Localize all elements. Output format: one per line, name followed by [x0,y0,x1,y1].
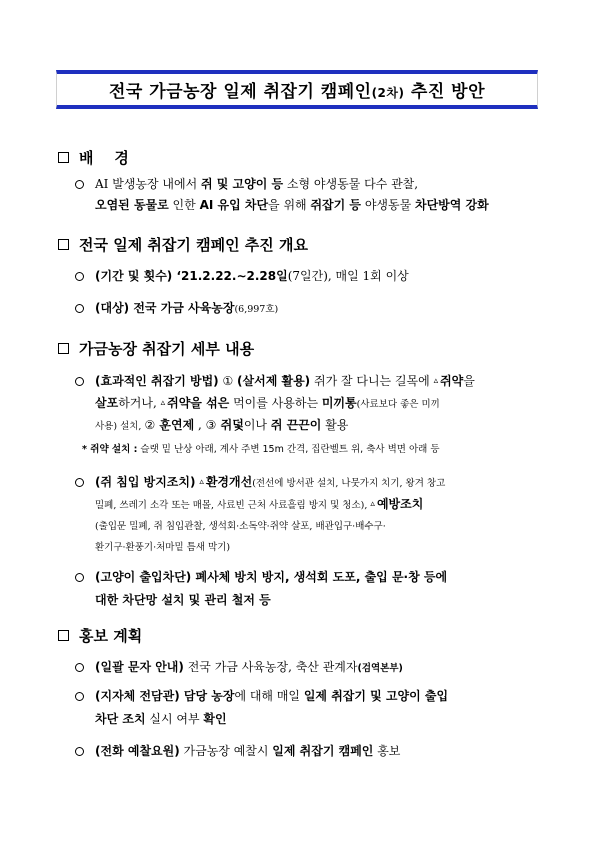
page-title: 전국 가금농장 일제 취잡기 캠페인(2차) 추진 방안 [108,82,486,102]
method-line-1: (효과적인 취잡기 방법) ① (살서제 활용) 쥐가 잘 다니는 길목에 ▵ 쥐약을 [95,374,475,388]
circle-bullet-icon [75,180,84,189]
circle-bullet-icon [75,377,84,386]
block-line-2: 밀폐, 쓰레기 소각 또는 매몰, 사료빈 근처 사료흘림 방지 및 청소), ▵ 예방조치 [95,497,424,511]
promo-line-1: (일괄 문자 안내) 전국 가금 사육농장, 축산 관계자(검역본부) [95,660,403,674]
circle-bullet-icon [75,304,84,313]
background-line-2: 오염된 동물로 인한 AI 유입 차단을 위해 쥐잡기 등 야생동물 차단방역 강화 [95,198,489,212]
circle-bullet-icon [75,272,84,281]
section-background-heading: 배 경 [58,147,129,168]
overview-target: (대상) 전국 가금 사육농장(6,997호) [95,301,279,315]
square-bullet-icon [58,152,69,163]
square-bullet-icon [58,343,69,354]
block-line-4: 환기구·환풍기·처마밑 틈새 막기) [95,542,231,553]
circle-bullet-icon [75,573,84,582]
overview-period: (기간 및 횟수) ‘21.2.22.∼2.28일(7일간), 매일 1회 이상 [95,269,409,283]
circle-bullet-icon [75,478,84,487]
circle-bullet-icon [75,663,84,672]
promo-line-2b: 차단 조치 실시 여부 확인 [95,712,227,726]
section-overview-heading: 전국 일제 취잡기 캠페인 추진 개요 [58,234,308,255]
title-box [56,70,538,109]
promo-line-2a: (지자체 전담관) 담당 농장에 대해 매일 일제 취잡기 및 고양이 출입 [95,689,449,703]
section-promo-heading: 홍보 계획 [58,625,142,646]
circle-bullet-icon [75,747,84,756]
block-line-1: (쥐 침입 방지조치) ▵ 환경개선(전선에 방서관 설치, 나뭇가지 치기, 왕겨 창고 [95,475,446,489]
section-details-heading: 가금농장 취잡기 세부 내용 [58,338,254,359]
square-bullet-icon [58,630,69,641]
cat-line-1: (고양이 출입차단) 폐사체 방치 방지, 생석회 도포, 출입 문·창 등에 [95,570,448,584]
background-line-1: AI 발생농장 내에서 쥐 및 고양이 등 소형 야생동물 다수 관찰, [95,177,419,191]
square-bullet-icon [58,239,69,250]
block-line-3: (출입문 밀폐, 쥐 침입관찰, 생석회·소독약·쥐약 살포, 배관입구·배수구· [95,521,386,532]
bait-placement-note: * 쥐약 설치 : 슬랫 밑 난상 아래, 계사 주변 15m 간격, 집란벨트 위, 축사 벽면 아래 등 [82,444,440,455]
circle-bullet-icon [75,692,84,701]
cat-line-2: 대한 차단망 설치 및 관리 철저 등 [95,593,271,607]
promo-line-3: (전화 예찰요원) 가금농장 예찰시 일제 취잡기 캠페인 홍보 [95,744,401,758]
method-line-3: 사용) 설치, ② 훈연제 , ③ 쥐덫이나 쥐 끈끈이 활용 [95,418,349,432]
method-line-2: 살포하거나, ▵ 쥐약을 섞은 먹이를 사용하는 미끼통(사료보다 좋은 미끼 [95,396,440,410]
